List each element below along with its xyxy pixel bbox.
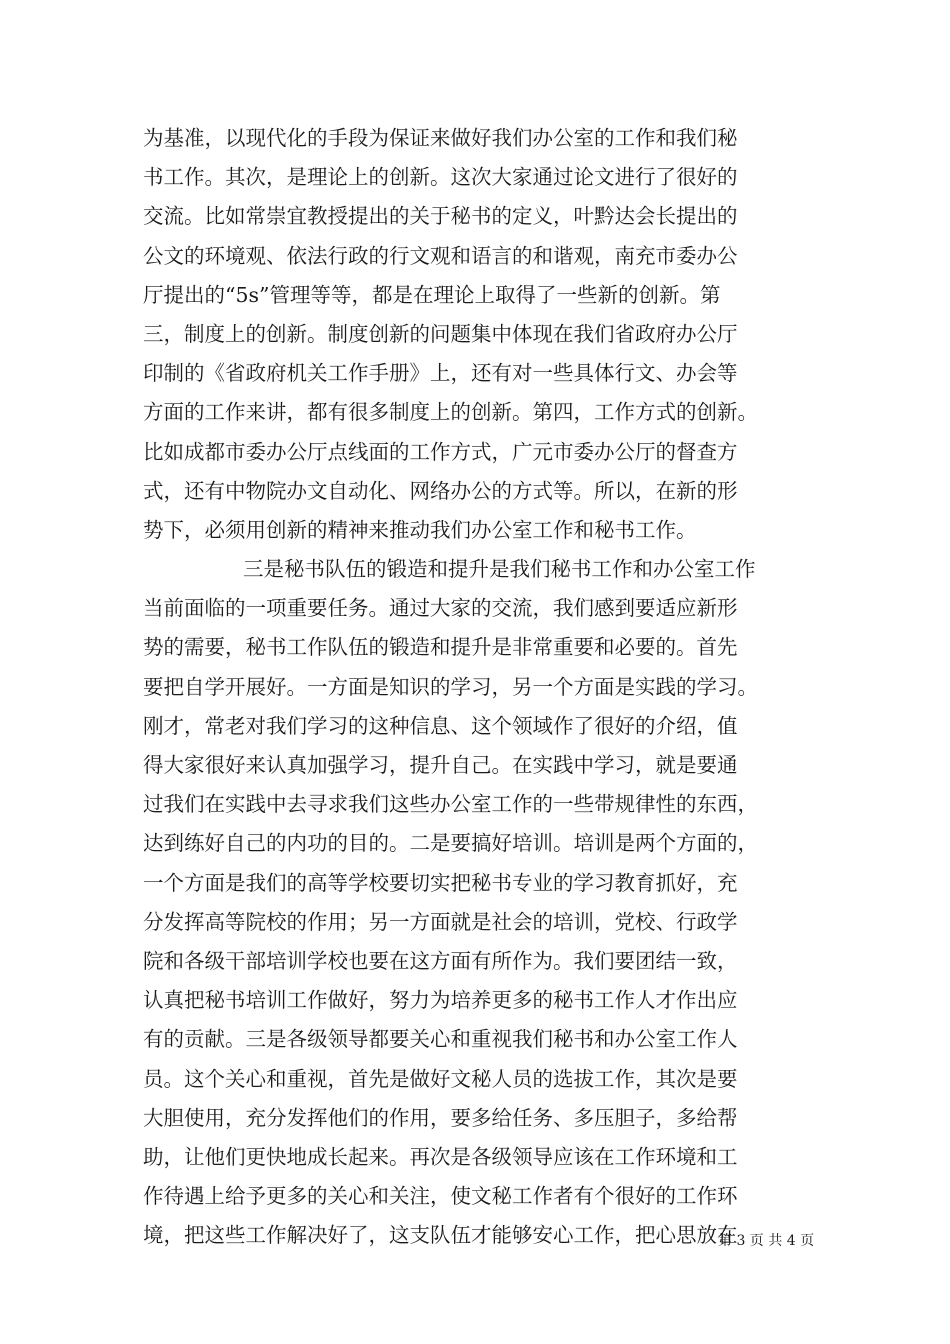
text-line: 要把自学开展好。一方面是知识的学习，另一个方面是实践的学习。 [143,674,758,699]
text-line: 厅提出的“5s”管理等等，都是在理论上取得了一些新的创新。第 [143,282,721,307]
text-line: 公文的环境观、依法行政的行文观和语言的和谐观，南充市委办公 [143,243,738,268]
text-line: 认真把秘书培训工作做好，努力为培养更多的秘书工作人才作出应 [143,988,738,1013]
page-number: 第 3 页 共 4 页 [718,1233,815,1249]
text-line: 分发挥高等院校的作用；另一方面就是社会的培训，党校、行政学 [143,909,738,934]
text-line: 大胆使用，充分发挥他们的作用，要多给任务、多压胆子，多给帮 [143,1105,738,1130]
paragraph-start-line: 三是秘书队伍的锻造和提升是我们秘书工作和办公室工作 [243,557,756,582]
text-line: 有的贡献。三是各级领导都要关心和重视我们秘书和办公室工作人 [143,1027,738,1052]
text-line: 为基准，以现代化的手段为保证来做好我们办公室的工作和我们秘 [143,126,738,150]
text-line: 作待遇上给予更多的关心和关注，使文秘工作者有个很好的工作环 [143,1184,738,1209]
text-line: 员。这个关心和重视，首先是做好文秘人员的选拔工作，其次是要 [143,1066,738,1091]
text-line: 书工作。其次，是理论上的创新。这次大家通过论文进行了很好的 [143,165,738,190]
text-line: 比如成都市委办公厅点线面的工作方式，广元市委办公厅的督查方 [143,439,738,464]
text-line: 三，制度上的创新。制度创新的问题集中体现在我们省政府办公厅 [143,321,738,346]
text-line: 院和各级干部培训学校也要在这方面有所作为。我们要团结一致， [143,948,738,973]
text-line: 势的需要，秘书工作队伍的锻造和提升是非常重要和必要的。首先 [143,635,738,660]
text-line: 助，让他们更快地成长起来。再次是各级领导应该在工作环境和工 [143,1144,738,1169]
text-line: 方面的工作来讲，都有很多制度上的创新。第四，工作方式的创新。 [143,400,758,425]
text-line: 印制的《省政府机关工作手册》上，还有对一些具体行文、办会等 [143,361,738,386]
text-line: 一个方面是我们的高等学校要切实把秘书专业的学习教育抓好，充 [143,870,738,895]
text-line: 得大家很好来认真加强学习，提升自己。在实践中学习，就是要通 [143,753,738,777]
text-line: 刚才，常老对我们学习的这种信息、这个领域作了很好的介绍，值 [143,713,738,738]
text-line: 境，把这些工作解决好了，这支队伍才能够安心工作，把心思放在 [143,1223,738,1248]
text-line: 当前面临的一项重要任务。通过大家的交流，我们感到要适应新形 [143,596,738,621]
text-line: 过我们在实践中去寻求我们这些办公室工作的一些带规律性的东西， [143,792,758,817]
text-line: 式，还有中物院办文自动化、网络办公的方式等。所以，在新的形 [143,478,738,503]
body-text [143,119,823,1255]
text-line: 势下，必须用创新的精神来推动我们办公室工作和秘书工作。 [143,517,697,542]
text-line: 交流。比如常崇宜教授提出的关于秘书的定义，叶黔达会长提出的 [143,204,738,229]
text-line: 达到练好自己的内功的目的。二是要搞好培训。培训是两个方面的， [143,831,758,856]
